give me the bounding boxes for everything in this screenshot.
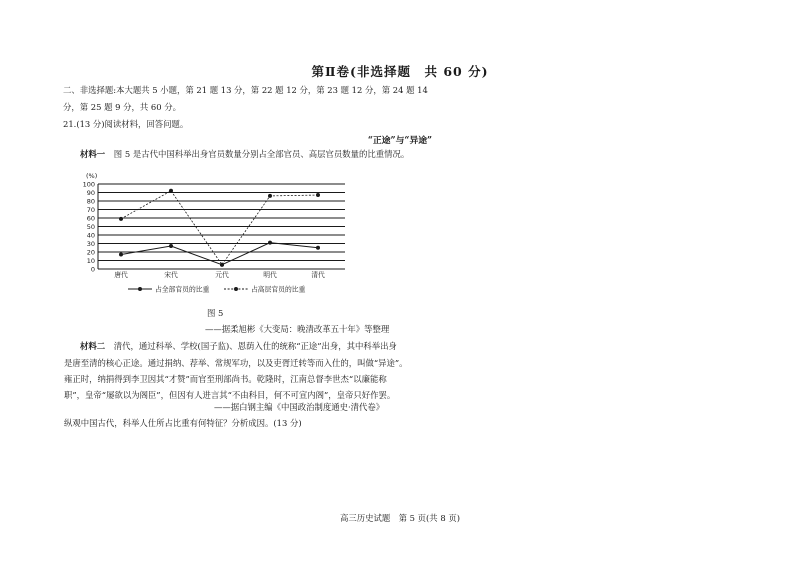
legend-label: 占高层官员的比重 [251, 285, 306, 294]
data-point [169, 244, 173, 248]
data-point [119, 253, 123, 257]
y-tick-label: 10 [86, 256, 95, 265]
data-point [220, 263, 224, 267]
material2-line-1: 清代，通过科举、学校(国子监)、恩荫入仕的统称“正途”出身，其中科举出身 [113, 341, 397, 351]
data-point [316, 193, 320, 197]
source-2: ——据白钢主编《中国政治制度通史·清代卷》 [214, 402, 385, 412]
y-tick-label: 30 [86, 239, 95, 248]
material2-first-row [80, 340, 397, 352]
x-tick-label: 宋代 [164, 271, 178, 279]
data-point [316, 246, 320, 250]
legend-marker [234, 287, 238, 291]
material-subtitle: “正途”与“异途” [367, 136, 433, 146]
material2-label: 材料二 [80, 341, 106, 351]
section-title: 第Ⅱ卷(非选择题 共 60 分) [311, 64, 489, 79]
material1-text: 图 5 是古代中国科举出身官员数量分别占全部官员、高层官员数量的比重情况。 [113, 149, 410, 159]
legend-marker [138, 287, 142, 291]
y-tick-label: 80 [86, 197, 95, 206]
material2-line-3: 雍正时，纳捐得到李卫因其“才赞”而官至刑部尚书。乾隆时，江南总督李世杰“以廉能称 [64, 374, 387, 384]
y-tick-label: 50 [86, 222, 95, 231]
material2-line-2: 是唐至清的核心正途。通过捐纳、荐举、常规军功，以及吏胥迁转等而入仕的，叫做“异途”。 [64, 358, 408, 368]
y-tick-label: 60 [86, 214, 95, 223]
material2-line-4: 职”，皇帝“屡欲以为阁臣”，但因有人进言其“不由科目，何不可宣内阁”，皇帝只好作罢。 [64, 390, 396, 400]
y-tick-label: 100 [82, 180, 95, 189]
source-1: ——据柔旭彬《大变局：晚清改革五十年》等整理 [205, 324, 390, 334]
y-tick-label: 90 [86, 188, 95, 197]
instruction-line-1: 二、非选择题:本大题共 5 小题，第 21 题 13 分，第 22 题 12 分，第 23 题 12 分，第 24 题 14 [63, 85, 428, 95]
data-point [268, 241, 272, 245]
material1-label: 材料一 [80, 149, 106, 159]
x-tick-label: 唐代 [114, 271, 128, 279]
y-unit-label: (%) [86, 172, 98, 180]
question-prompt: 纵观中国古代，科举人仕所占比重有何特征？分析成因。(13 分) [64, 418, 302, 428]
x-tick-label: 明代 [263, 271, 277, 279]
series-line [121, 191, 318, 265]
question-21-header: 21.(13 分)阅读材料，回答问题。 [63, 119, 189, 129]
x-tick-label: 元代 [215, 271, 229, 279]
y-tick-label: 20 [86, 248, 95, 257]
x-tick-label: 清代 [311, 271, 325, 279]
y-tick-label: 40 [86, 231, 95, 240]
page-footer: 高三历史试题 第 5 页(共 8 页) [340, 513, 460, 523]
data-point [268, 194, 272, 198]
y-tick-label: 0 [90, 265, 95, 274]
figure-caption: 图 5 [207, 308, 224, 318]
instruction-line-2: 分，第 25 题 9 分，共 60 分。 [63, 102, 181, 112]
y-tick-label: 70 [86, 205, 95, 214]
data-point [169, 189, 173, 193]
data-point [119, 217, 123, 221]
series-line [121, 243, 318, 265]
legend-label: 占全部官员的比重 [155, 285, 210, 294]
